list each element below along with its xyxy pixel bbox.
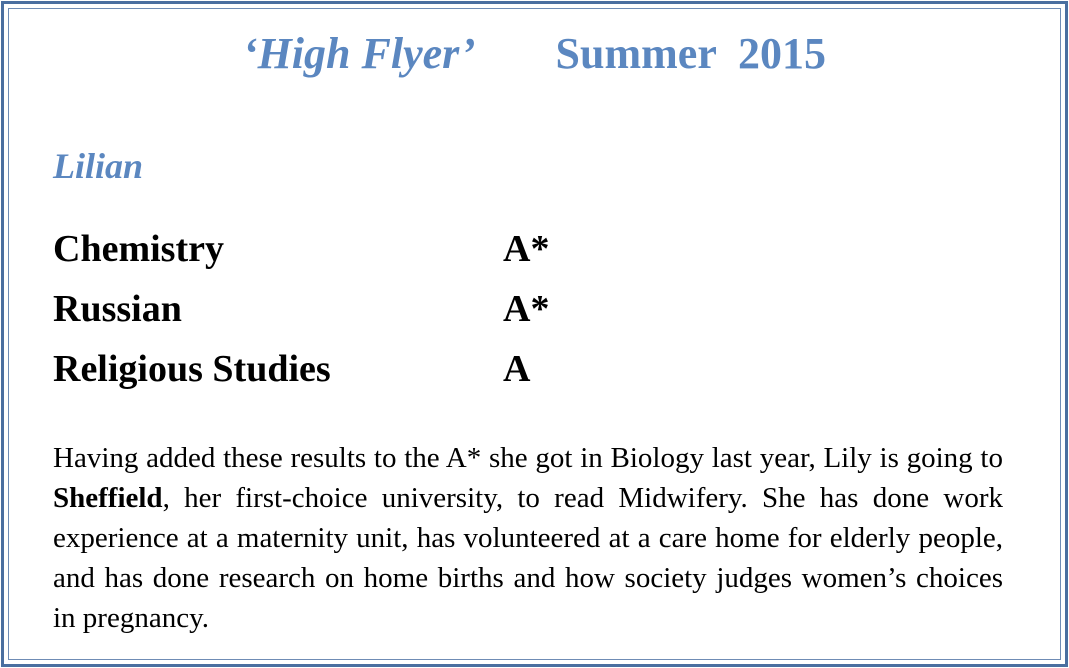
- result-subject: Russian: [53, 288, 182, 330]
- result-grade: A*: [503, 228, 550, 270]
- result-row: [53, 286, 753, 346]
- bio-university: Sheffield: [53, 482, 163, 514]
- bio-text-part1: Having added these results to the A* she got in Biology last year, Lily is going to: [53, 442, 1003, 474]
- results-list: [53, 226, 753, 406]
- page-header: [0, 26, 1069, 82]
- bio-text-part2: , her first-choice university, to read Midwifery. She has done work experience at a maternity unit, has volunteered at a care home for elderly people, and has done research on home births and how society judges women’s choices in pregnancy.: [53, 482, 1003, 634]
- student-name: Lilian: [53, 146, 144, 186]
- result-grade: A: [503, 348, 531, 390]
- header-term: Summer 2015: [555, 29, 827, 78]
- result-row: [53, 226, 753, 286]
- result-row: [53, 346, 753, 406]
- result-subject: Religious Studies: [53, 348, 331, 390]
- header-title: ‘High Flyer’: [242, 29, 476, 78]
- result-subject: Chemistry: [53, 228, 224, 270]
- bio-paragraph: [53, 438, 1003, 638]
- result-grade: A*: [503, 288, 550, 330]
